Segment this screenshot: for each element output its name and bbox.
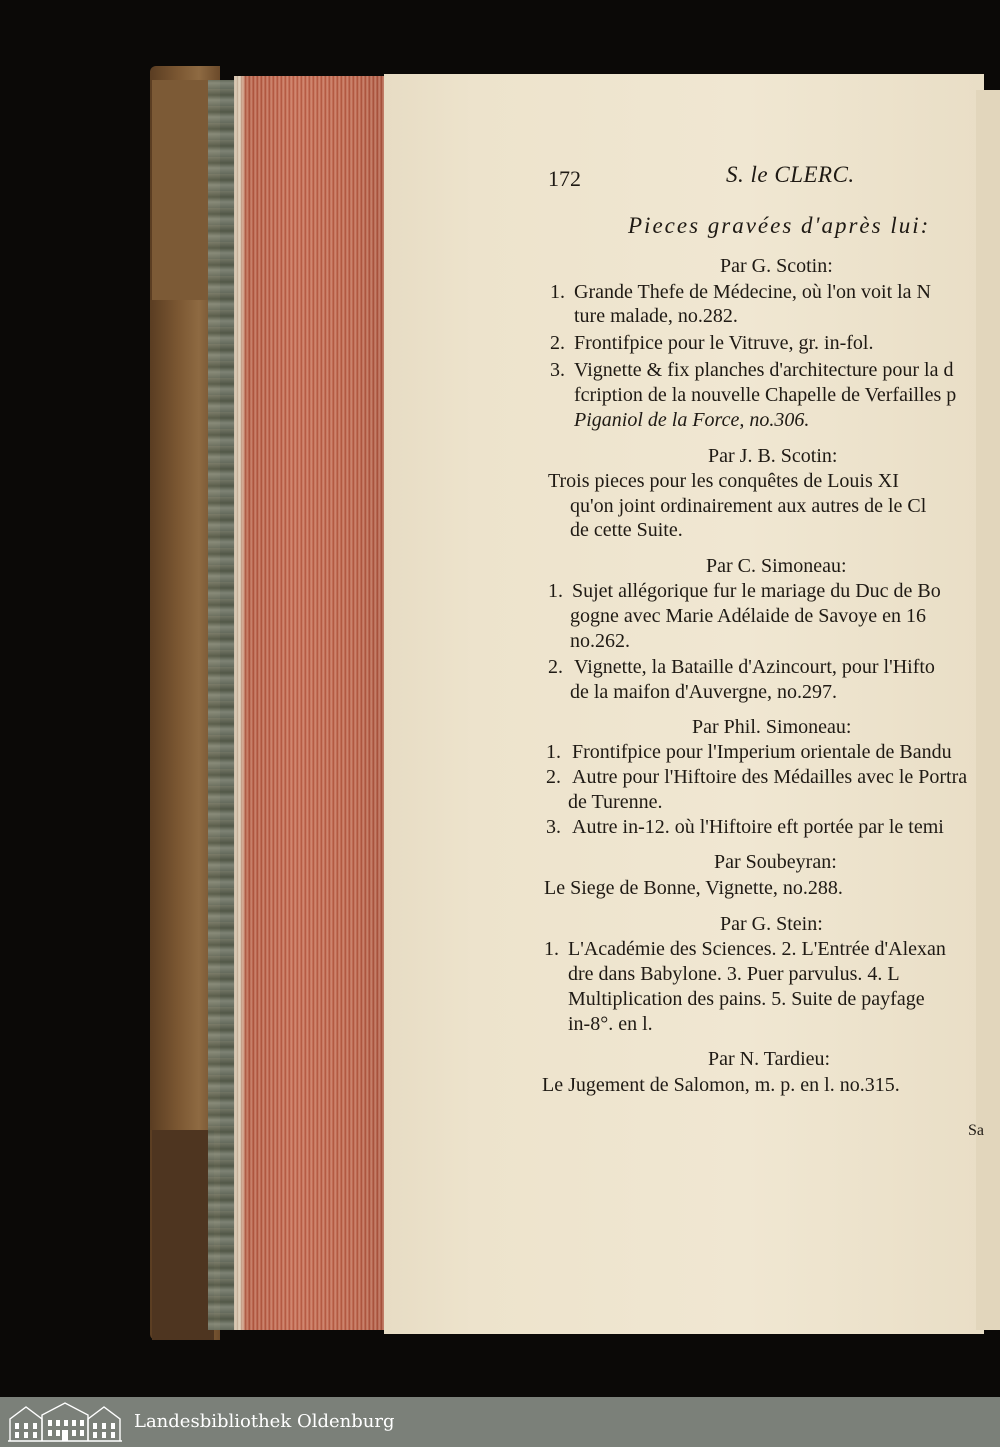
engraver-heading: Par Soubeyran: (714, 851, 837, 873)
entry-line: Piganiol de la Force, no.306. (574, 409, 810, 431)
library-name: Landesbibliothek Oldenburg (134, 1411, 395, 1432)
entry-line: Vignette & fix planches d'architecture pour la d (574, 359, 954, 381)
section-title: Pieces gravées d'après lui: (628, 213, 931, 238)
item-number: 2. (546, 766, 561, 788)
entry-line: in-8°. en l. (568, 1013, 653, 1035)
entry-line: de Turenne. (568, 791, 663, 813)
entry-line: Multiplication des pains. 5. Suite de payfage (568, 988, 925, 1010)
marbled-endpaper (208, 80, 234, 1330)
item-number: 1. (546, 741, 561, 763)
item-number: 1. (550, 281, 565, 303)
cover-leather-patch (152, 80, 212, 300)
adjacent-page-edge (976, 90, 1000, 1330)
running-title: S. le CLERC. (726, 162, 855, 187)
item-number: 3. (546, 816, 561, 838)
entry-line: no.262. (570, 630, 630, 652)
engraver-heading: Par N. Tardieu: (708, 1048, 831, 1070)
engraver-heading: Par J. B. Scotin: (708, 445, 838, 467)
entry-line: Le Siege de Bonne, Vignette, no.288. (544, 877, 843, 899)
cover-leather-patch (152, 1130, 214, 1340)
entry-line: qu'on joint ordinairement aux autres de le Cl (570, 495, 927, 517)
entry-line: Le Jugement de Salomon, m. p. en l. no.315. (542, 1074, 900, 1096)
book-page (384, 74, 984, 1334)
engraver-heading: Par Phil. Simoneau: (692, 716, 852, 738)
entry-line: ture malade, no.282. (574, 305, 738, 327)
engraver-heading: Par G. Scotin: (720, 255, 833, 277)
entry-line: de cette Suite. (570, 519, 683, 541)
entry-line: Autre in-12. où l'Hiftoire eft portée par le temi (572, 816, 944, 838)
page-number: 172 (548, 166, 581, 191)
catchword: Sa (968, 1122, 984, 1139)
entry-line: L'Académie des Sciences. 2. L'Entrée d'Alexan (568, 938, 946, 960)
entry-line: Frontifpice pour le Vitruve, gr. in-fol. (574, 332, 874, 354)
entry-line: gogne avec Marie Adélaide de Savoye en 16 (570, 605, 926, 627)
entry-line: Sujet allégorique fur le mariage du Duc de Bo (572, 580, 941, 602)
item-number: 1. (544, 938, 559, 960)
entry-line: de la maifon d'Auvergne, no.297. (570, 681, 838, 703)
entry-line: fcription de la nouvelle Chapelle de Verfailles p (574, 384, 957, 406)
entry-line: Frontifpice pour l'Imperium orientale de Bandu (572, 741, 952, 763)
item-number: 3. (550, 359, 565, 381)
library-building-logo-icon (6, 1401, 124, 1443)
entry-line: Autre pour l'Hiftoire des Médailles avec le Portra (572, 766, 968, 788)
entry-line: dre dans Babylone. 3. Puer parvulus. 4. L (568, 963, 900, 985)
entry-line: Vignette, la Bataille d'Azincourt, pour l'Hifto (574, 656, 935, 678)
engraver-heading: Par C. Simoneau: (706, 555, 847, 577)
red-page-edges (234, 76, 386, 1330)
entry-line: Grande Thefe de Médecine, où l'on voit la N (574, 281, 932, 303)
library-footer (0, 1397, 1000, 1447)
item-number: 2. (550, 332, 565, 354)
item-number: 2. (548, 656, 563, 678)
item-number: 1. (548, 580, 563, 602)
engraver-heading: Par G. Stein: (720, 913, 823, 935)
entry-line: Trois pieces pour les conquêtes de Louis XI (548, 470, 899, 492)
